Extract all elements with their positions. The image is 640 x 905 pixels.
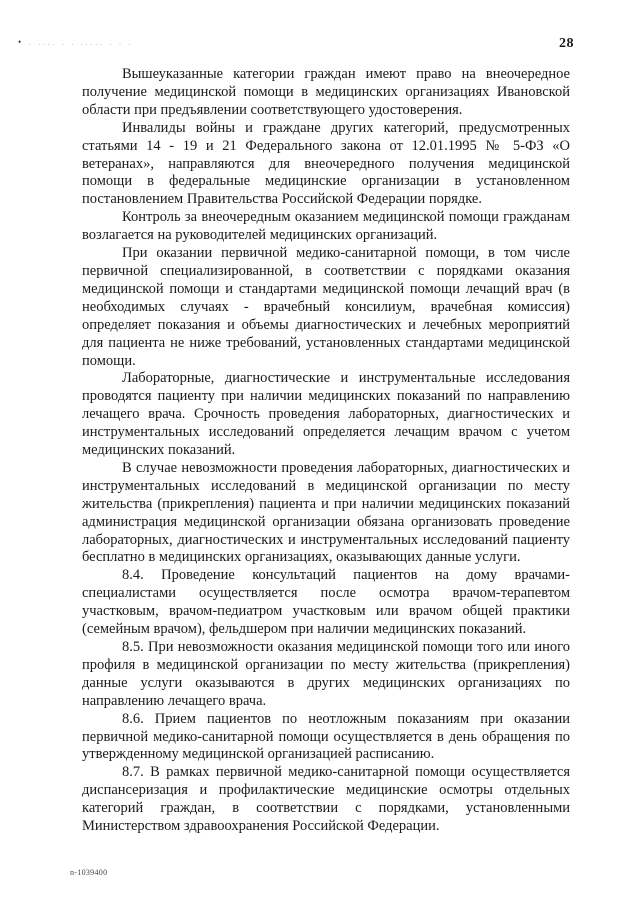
paragraph: Контроль за внеочередным оказанием медицинской помощи гражданам возлагается на руководителей медицинских организаций.: [82, 209, 570, 244]
paragraph: В случае невозможности проведения лабораторных, диагностических и инструментальных исследований в медицинской организации по месту жительства (прикрепления) пациента и при наличии медицинских показаний администрация медицинской организации обязана организовать проведение лабораторных, диагностических и инструментальных исследований пациенту бесплатно в медицинских организациях, оказывающих данные услуги.: [82, 459, 570, 566]
paragraph: При оказании первичной медико-санитарной помощи, в том числе первичной специализированной, в соответствии с порядками оказания медицинской помощи и стандартами медицинской помощи лечащий врач (в необходимых случаях - врачебный консилиум, врачебная комиссия) определяет показания и объемы диагностических и лечебных мероприятий для пациента не ниже требований, установленных стандартами медицинской помощи.: [82, 245, 570, 369]
paragraph: 8.5. При невозможности оказания медицинской помощи того или иного профиля в медицинской организации по месту жительства (прикрепления) данные услуги оказываются в других медицинских организациях по направлению лечащего врача.: [82, 639, 570, 709]
paragraph: Инвалиды войны и граждане других категорий, предусмотренных статьями 14 - 19 и 21 Федерального закона от 12.01.1995 № 5-ФЗ «О ветеранах», направляются для внеочередного получения медицинской помощи в федеральные медицинские организации в установленном постановлением Правительства Российской Федерации порядке.: [82, 119, 570, 208]
paragraph: Лабораторные, диагностические и инструментальные исследования проводятся пациенту при наличии медицинских показаний по направлению лечащего врача. Срочность проведения лабораторных, диагностических и инструментальных исследований определяется лечащим врачом с учетом медицинских показаний.: [82, 370, 570, 459]
footer-code: n-1039400: [70, 868, 108, 877]
paragraph: 8.4. Проведение консультаций пациентов на дому врачами-специалистами осуществляется после осмотра врачом-терапевтом участковым, врачом-педиатром участковым или врачом общей практики (семейным врачом), фельдшером при наличии медицинских показаний.: [82, 567, 570, 638]
paragraph: 8.6. Прием пациентов по неотложным показаниям при оказании первичной медико-санитарной помощи осуществляется в день обращения по утвержденному медицинской организацией расписанию.: [82, 710, 570, 763]
paragraph: 8.7. В рамках первичной медико-санитарной помощи осуществляется диспансеризация и профилактические медицинские осмотры отдельных категорий граждан, в соответствии с порядками, установленными Министерством здравоохранения Российской Федерации.: [82, 764, 570, 835]
page-number: 28: [559, 36, 574, 51]
scan-artifact: • . .... . . ..... . . .: [18, 37, 134, 47]
paragraph: Вышеуказанные категории граждан имеют право на внеочередное получение медицинской помощи в медицинских организациях Ивановской области при предъявлении соответствующего удостоверения.: [82, 66, 570, 118]
document-body: [82, 66, 570, 836]
